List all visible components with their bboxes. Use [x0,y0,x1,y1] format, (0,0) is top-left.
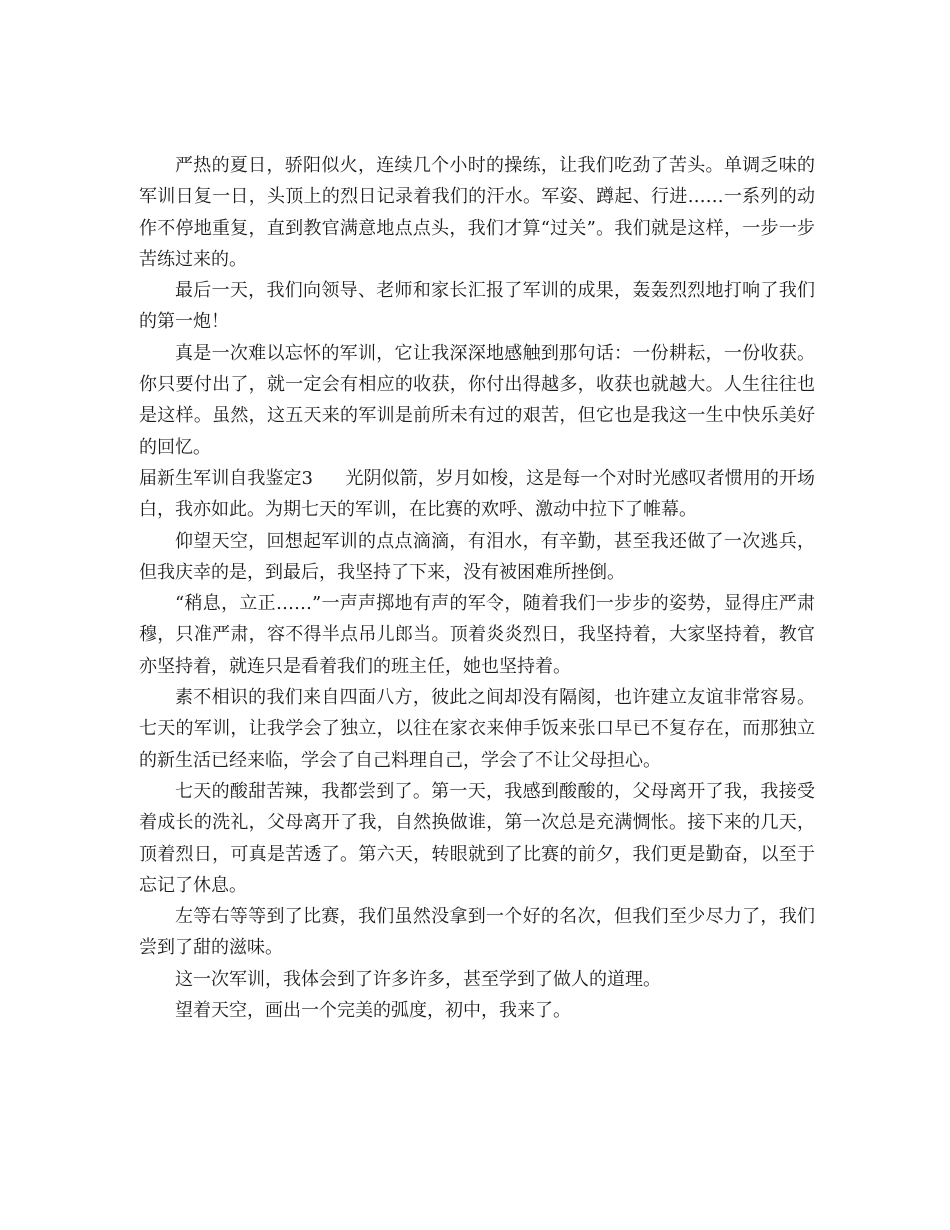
paragraph: “稍息，立正……”一声声掷地有声的军令，随着我们一步步的姿势，显得庄严肃穆，只准严肃，容不得半点吊儿郎当。顶着炎炎烈日，我坚持着，大家坚持着，教官亦坚持着，就连只是看着我们的班主任，她也坚持着。 [139,593,815,677]
document-body [139,150,815,1026]
paragraph: 望着天空，画出一个完美的弧度，初中，我来了。 [175,1000,571,1022]
paragraph: 这一次军训，我体会到了许多许多，甚至学到了做人的道理。 [175,968,661,990]
paragraph: 仰望天空，回想起军训的点点滴滴，有泪水，有辛勤，甚至我还做了一次逃兵，但我庆幸的是，到最后，我坚持了下来，没有被困难所挫倒。 [139,530,815,583]
paragraph: 真是一次难以忘怀的军训，它让我深深地感触到那句话：一份耕耘，一份收获。你只要付出了，就一定会有相应的收获，你付出得越多，收获也就越大。人生往往也是这样。虽然，这五天来的军训是前所未有过的艰苦，但它也是我这一生中快乐美好的回忆。 [139,342,815,458]
section-paragraph [139,463,815,526]
section-intro: 光阴似箭，岁月如梭，这是每一个对时光感叹者惯用的开场白，我亦如此。为期七天的军训，在比赛的欢呼、激动中拉下了帷幕。 [139,467,816,521]
paragraph: 素不相识的我们来自四面八方，彼此之间却没有隔阂，也许建立友谊非常容易。七天的军训，让我学会了独立，以往在家衣来伸手饭来张口早已不复存在，而那独立的新生活已经来临，学会了自己料理自己，学会了不让父母担心。 [139,687,815,771]
paragraph: 最后一天，我们向领导、老师和家长汇报了军训的成果，轰轰烈烈地打响了我们的第一炮！ [139,280,815,333]
paragraph: 左等右等等到了比赛，我们虽然没拿到一个好的名次，但我们至少尽力了，我们尝到了甜的滋味。 [139,906,815,959]
paragraph: 严热的夏日，骄阳似火，连续几个小时的操练，让我们吃劲了苦头。单调乏味的军训日复一日，头顶上的烈日记录着我们的汗水。军姿、蹲起、行进……一系列的动作不停地重复，直到教官满意地点点头，我们才算“过关”。我们就是这样，一步一步苦练过来的。 [139,155,815,270]
paragraph: 七天的酸甜苦辣，我都尝到了。第一天，我感到酸酸的，父母离开了我，我接受着成长的洗礼，父母离开了我，自然换做谁，第一次总是充满惆怅。接下来的几天，顶着烈日，可真是苦透了。第六天，转眼就到了比赛的前夕，我们更是勤奋，以至于忘记了休息。 [139,780,815,896]
section-heading: 届新生军训自我鉴定3 [139,467,314,489]
